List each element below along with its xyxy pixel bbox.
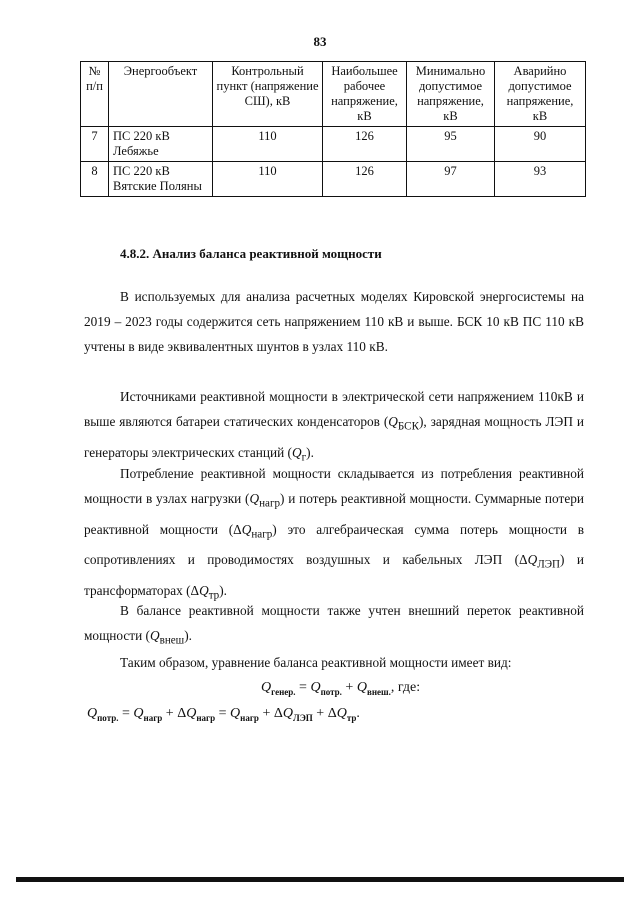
cell-object: ПС 220 кВ Вятские Поляны — [109, 162, 213, 197]
table-header-row — [81, 62, 586, 127]
cell-emergency: 90 — [495, 127, 586, 162]
section-heading: 4.8.2. Анализ баланса реактивной мощности — [120, 246, 382, 261]
header-max-voltage: Наибольшее рабочее напряжение, кВ — [323, 62, 407, 127]
header-num: № п/п — [81, 62, 109, 127]
voltage-table — [80, 61, 586, 197]
table-row — [81, 127, 586, 162]
paragraph-models: В используемых для анализа расчетных моделях Кировской энергосистемы на 2019 – 2023 годы содержится сеть напряжением 110 кВ и выше. БСК 10 кВ ПС 110 кВ учтены в виде эквивалентных шунтов в узлах 110 кВ. — [84, 289, 584, 354]
cell-control: 110 — [213, 162, 323, 197]
equation-consumption: $Q_{потр.} = Q_{нагр} + \Delta Q_{нагр} = Q_{нагр} + \Delta Q_{ЛЭП} + \Delta Q_{тр}$. — [87, 706, 360, 723]
cell-max: 126 — [323, 162, 407, 197]
cell-control: 110 — [213, 127, 323, 162]
header-emergency-voltage: Аварийно допустимое напряжение, кВ — [495, 62, 586, 127]
cell-num: 7 — [81, 127, 109, 162]
cell-min: 95 — [407, 127, 495, 162]
paragraph-external-flow: В балансе реактивной мощности также учтен внешний переток реактивной мощности $(Q_{внеш})$. — [84, 603, 584, 647]
paragraph-sources: Источниками реактивной мощности в электрической сети напряжением 110кВ и выше являются батареи статических конденсаторов $(Q_{БСК})$, зарядная мощность ЛЭП и генераторы электрических станций $(Q_г)$. — [84, 389, 584, 464]
cell-min: 97 — [407, 162, 495, 197]
paragraph-consumption: Потребление реактивной мощности складывается из потребления реактивной мощности в узлах нагрузки $(Q_{нагр})$ и потерь реактивной мощности. Суммарные потери реактивной мощности $(\Delta Q_{нагр})$ это алгебраическая сумма потерь мощности в сопротивлениях и проводимостях воздушных и кабельных ЛЭП $(\Delta Q_{ЛЭП})$ и трансформаторах $(\Delta Q_{тр})$. — [84, 466, 584, 602]
page-number: 83 — [313, 34, 327, 49]
cell-num: 8 — [81, 162, 109, 197]
header-object: Энергообъект — [109, 62, 213, 127]
paragraph-equation-intro: Таким образом, уравнение баланса реактивной мощности имеет вид: — [120, 655, 512, 670]
header-min-voltage: Минимально допустимое напряжение, кВ — [407, 62, 495, 127]
bottom-rule — [16, 877, 624, 882]
equation-balance: $Q_{генер.} = Q_{потр.} + Q_{внеш.}$, где: — [261, 680, 421, 697]
cell-max: 126 — [323, 127, 407, 162]
table-row — [81, 162, 586, 197]
cell-object: ПС 220 кВ Лебяжье — [109, 127, 213, 162]
header-control-point: Контрольный пункт (напряжение СШ), кВ — [213, 62, 323, 127]
cell-emergency: 93 — [495, 162, 586, 197]
